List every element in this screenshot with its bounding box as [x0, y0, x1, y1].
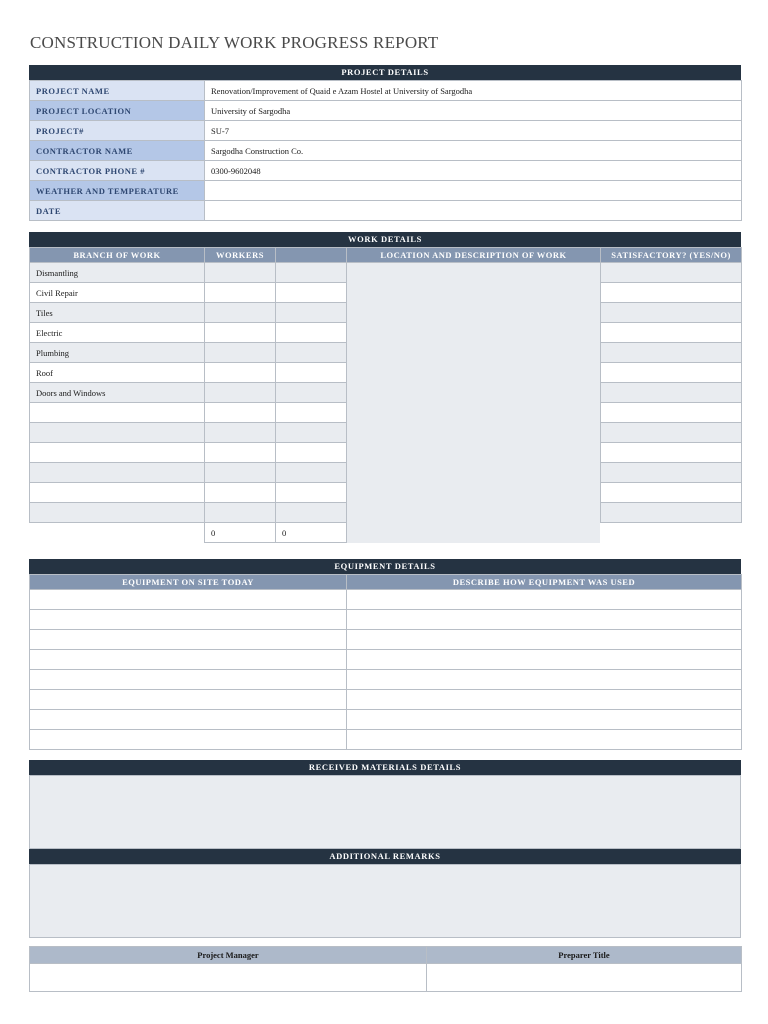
satisfactory-cell[interactable] — [601, 363, 742, 383]
preparer-title-field[interactable] — [427, 964, 742, 992]
project-detail-label: PROJECT# — [30, 121, 205, 141]
satisfactory-cell[interactable] — [601, 303, 742, 323]
satisfactory-cell[interactable] — [601, 443, 742, 463]
project-detail-value[interactable]: Renovation/Improvement of Quaid e Azam Hostel at University of Sargodha — [205, 81, 742, 101]
additional-remarks-header: ADDITIONAL REMARKS — [29, 849, 741, 864]
signature-table — [29, 946, 742, 992]
project-detail-value[interactable]: University of Sargodha — [205, 101, 742, 121]
col-workers: WORKERS — [205, 248, 276, 263]
workers-extra-cell[interactable] — [276, 443, 347, 463]
equipment-on-site-cell[interactable] — [30, 630, 347, 650]
workers-cell[interactable] — [205, 283, 276, 303]
branch-of-work-cell[interactable]: Electric — [30, 323, 205, 343]
workers-extra-cell[interactable] — [276, 403, 347, 423]
workers-extra-cell[interactable] — [276, 263, 347, 283]
additional-remarks-field[interactable] — [29, 864, 741, 938]
project-detail-row — [30, 141, 742, 161]
project-detail-row — [30, 181, 742, 201]
equipment-table — [29, 574, 742, 750]
branch-of-work-cell[interactable] — [30, 503, 205, 523]
equipment-row — [30, 730, 742, 750]
equipment-row — [30, 690, 742, 710]
work-row — [30, 263, 742, 283]
workers-total: 0 — [276, 523, 347, 543]
equipment-usage-cell[interactable] — [347, 630, 742, 650]
workers-cell[interactable] — [205, 503, 276, 523]
branch-of-work-cell[interactable]: Civil Repair — [30, 283, 205, 303]
equipment-on-site-cell[interactable] — [30, 710, 347, 730]
equipment-on-site-cell[interactable] — [30, 610, 347, 630]
equipment-usage-cell[interactable] — [347, 710, 742, 730]
workers-extra-cell[interactable] — [276, 483, 347, 503]
workers-cell[interactable] — [205, 343, 276, 363]
project-detail-label: CONTRACTOR PHONE # — [30, 161, 205, 181]
workers-extra-cell[interactable] — [276, 383, 347, 403]
col-workers-extra — [276, 248, 347, 263]
branch-of-work-cell[interactable]: Tiles — [30, 303, 205, 323]
satisfactory-cell[interactable] — [601, 423, 742, 443]
project-detail-label: PROJECT LOCATION — [30, 101, 205, 121]
col-branch-of-work: BRANCH OF WORK — [30, 248, 205, 263]
col-equipment-usage: DESCRIBE HOW EQUIPMENT WAS USED — [347, 575, 742, 590]
equipment-usage-cell[interactable] — [347, 730, 742, 750]
project-detail-value[interactable] — [205, 201, 742, 221]
workers-extra-cell[interactable] — [276, 423, 347, 443]
workers-extra-cell[interactable] — [276, 363, 347, 383]
equipment-on-site-cell[interactable] — [30, 690, 347, 710]
workers-cell[interactable] — [205, 363, 276, 383]
project-details-table — [29, 80, 742, 221]
branch-of-work-cell[interactable] — [30, 403, 205, 423]
work-details-table — [29, 247, 742, 543]
col-equipment-on-site: EQUIPMENT ON SITE TODAY — [30, 575, 347, 590]
equipment-row — [30, 610, 742, 630]
project-detail-label: CONTRACTOR NAME — [30, 141, 205, 161]
satisfactory-cell[interactable] — [601, 463, 742, 483]
workers-cell[interactable] — [205, 303, 276, 323]
workers-cell[interactable] — [205, 263, 276, 283]
project-detail-label: PROJECT NAME — [30, 81, 205, 101]
project-detail-row — [30, 201, 742, 221]
satisfactory-cell[interactable] — [601, 323, 742, 343]
project-detail-value[interactable]: Sargodha Construction Co. — [205, 141, 742, 161]
work-details-header: WORK DETAILS — [29, 232, 741, 247]
project-manager-signature-field[interactable] — [30, 964, 427, 992]
project-detail-value[interactable] — [205, 181, 742, 201]
branch-of-work-cell[interactable]: Doors and Windows — [30, 383, 205, 403]
workers-cell[interactable] — [205, 383, 276, 403]
project-detail-label: DATE — [30, 201, 205, 221]
col-satisfactory: SATISFACTORY? (YES/NO) — [601, 248, 742, 263]
workers-cell[interactable] — [205, 483, 276, 503]
satisfactory-cell[interactable] — [601, 343, 742, 363]
equipment-on-site-cell[interactable] — [30, 730, 347, 750]
equipment-row — [30, 710, 742, 730]
branch-of-work-cell[interactable]: Dismantling — [30, 263, 205, 283]
totals-spacer — [30, 523, 205, 543]
project-detail-row — [30, 101, 742, 121]
branch-of-work-cell[interactable]: Plumbing — [30, 343, 205, 363]
branch-of-work-cell[interactable] — [30, 483, 205, 503]
page-title: CONSTRUCTION DAILY WORK PROGRESS REPORT — [30, 33, 439, 52]
equipment-row — [30, 590, 742, 610]
received-materials-field[interactable] — [29, 775, 741, 849]
workers-total: 0 — [205, 523, 276, 543]
project-detail-label: WEATHER AND TEMPERATURE — [30, 181, 205, 201]
project-detail-value[interactable]: SU-7 — [205, 121, 742, 141]
equipment-usage-cell[interactable] — [347, 650, 742, 670]
workers-cell[interactable] — [205, 443, 276, 463]
workers-extra-cell[interactable] — [276, 463, 347, 483]
project-details-header: PROJECT DETAILS — [29, 65, 741, 80]
satisfactory-cell[interactable] — [601, 403, 742, 423]
workers-extra-cell[interactable] — [276, 323, 347, 343]
project-detail-row — [30, 121, 742, 141]
equipment-details-header: EQUIPMENT DETAILS — [29, 559, 741, 574]
workers-cell[interactable] — [205, 323, 276, 343]
workers-cell[interactable] — [205, 403, 276, 423]
equipment-row — [30, 670, 742, 690]
col-location-description: LOCATION AND DESCRIPTION OF WORK — [347, 248, 601, 263]
satisfactory-cell[interactable] — [601, 263, 742, 283]
workers-extra-cell[interactable] — [276, 283, 347, 303]
received-materials-header: RECEIVED MATERIALS DETAILS — [29, 760, 741, 775]
workers-extra-cell[interactable] — [276, 343, 347, 363]
satisfactory-cell[interactable] — [601, 483, 742, 503]
equipment-usage-cell[interactable] — [347, 610, 742, 630]
satisfactory-cell[interactable] — [601, 283, 742, 303]
project-manager-label: Project Manager — [30, 947, 427, 964]
branch-of-work-cell[interactable] — [30, 443, 205, 463]
equipment-usage-cell[interactable] — [347, 670, 742, 690]
workers-extra-cell[interactable] — [276, 503, 347, 523]
equipment-on-site-cell[interactable] — [30, 590, 347, 610]
project-detail-row — [30, 81, 742, 101]
workers-extra-cell[interactable] — [276, 303, 347, 323]
project-detail-value[interactable]: 0300-9602048 — [205, 161, 742, 181]
equipment-on-site-cell[interactable] — [30, 670, 347, 690]
branch-of-work-cell[interactable]: Roof — [30, 363, 205, 383]
project-detail-row — [30, 161, 742, 181]
workers-cell[interactable] — [205, 423, 276, 443]
equipment-on-site-cell[interactable] — [30, 650, 347, 670]
branch-of-work-cell[interactable] — [30, 463, 205, 483]
equipment-row — [30, 630, 742, 650]
location-description-field[interactable] — [347, 263, 601, 543]
branch-of-work-cell[interactable] — [30, 423, 205, 443]
equipment-usage-cell[interactable] — [347, 590, 742, 610]
workers-cell[interactable] — [205, 463, 276, 483]
satisfactory-cell[interactable] — [601, 503, 742, 523]
satisfactory-cell[interactable] — [601, 383, 742, 403]
totals-spacer — [601, 523, 742, 543]
equipment-row — [30, 650, 742, 670]
preparer-title-label: Preparer Title — [427, 947, 742, 964]
equipment-usage-cell[interactable] — [347, 690, 742, 710]
